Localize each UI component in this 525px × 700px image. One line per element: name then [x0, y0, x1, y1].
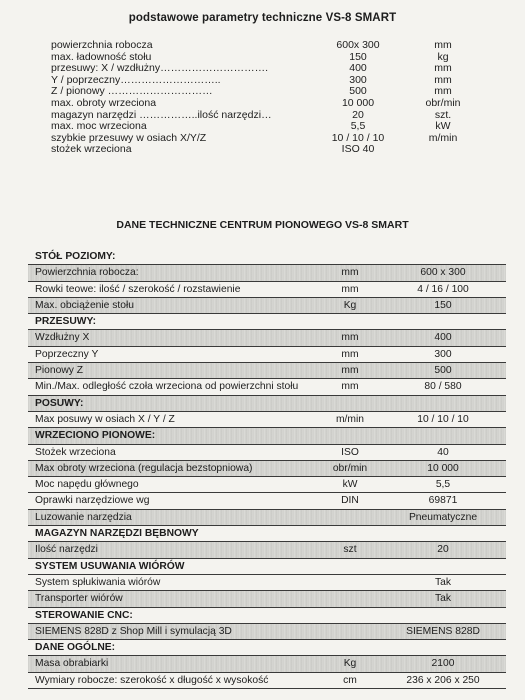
- row-label: SYSTEM USUWANIA WIÓRÓW: [35, 560, 185, 572]
- spec-row: [51, 40, 491, 52]
- row-label: Max. obciążenie stołu: [35, 299, 135, 311]
- row-unit: mm: [341, 348, 359, 360]
- spec-row: [51, 144, 491, 156]
- table-row: [28, 477, 506, 493]
- row-label: Oprawki narzędziowe wg: [35, 495, 150, 507]
- table-row: [28, 656, 506, 672]
- table-row: [28, 347, 506, 363]
- row-unit: mm: [341, 381, 359, 393]
- row-label: Poprzeczny Y: [35, 348, 99, 360]
- spec-unit: obr/min: [425, 96, 461, 109]
- row-unit: ISO: [341, 446, 359, 458]
- document-title-top: podstawowe parametry techniczne VS-8 SMART: [128, 12, 397, 24]
- spec-value: 500: [349, 85, 367, 98]
- table-row: [28, 445, 506, 461]
- spec-row: [51, 121, 491, 133]
- spec-row: [51, 98, 491, 110]
- row-unit: mm: [341, 283, 359, 295]
- table-section-header: [28, 249, 506, 265]
- row-unit: kW: [342, 479, 358, 491]
- spec-value: 20: [352, 108, 364, 121]
- table-row: [28, 282, 506, 298]
- table-section-header: [28, 608, 506, 624]
- spec-value: 150: [349, 50, 367, 63]
- table-row: [28, 510, 506, 526]
- row-label: Max obroty wrzeciona (regulacja bezstopniowa): [35, 462, 253, 474]
- row-label: Min./Max. odległość czoła wrzeciona od powierzchni stołu: [35, 381, 299, 393]
- row-unit: mm: [341, 365, 359, 377]
- spec-value: 5,5: [350, 120, 366, 133]
- spec-value: 600x 300: [336, 39, 380, 51]
- row-unit: obr/min: [332, 462, 368, 474]
- spec-unit: m/min: [428, 131, 458, 144]
- table-row: [28, 624, 506, 640]
- row-value: 80 / 580: [424, 381, 462, 393]
- spec-label: powierzchnia robocza: [51, 39, 153, 51]
- row-label: Pionowy Z: [35, 365, 84, 377]
- row-unit: Kg: [343, 299, 357, 311]
- spec-value: 10 / 10 / 10: [331, 131, 385, 144]
- table-row: [28, 673, 506, 689]
- row-divider: [28, 688, 506, 689]
- table-row: [28, 379, 506, 395]
- row-unit: Kg: [343, 658, 357, 670]
- spec-value: 400: [349, 62, 367, 75]
- row-unit: mm: [341, 332, 359, 344]
- row-unit: m/min: [335, 413, 365, 425]
- spec-unit: mm: [434, 73, 452, 86]
- table-row: [28, 363, 506, 379]
- row-value: 500: [434, 365, 452, 377]
- row-unit: DIN: [341, 495, 359, 507]
- row-label: Wzdłużny X: [35, 332, 90, 344]
- basic-parameters-list: [51, 40, 491, 156]
- row-value: 300: [434, 348, 452, 360]
- row-value: 69871: [428, 495, 458, 507]
- spec-unit: kW: [435, 120, 451, 133]
- row-label: PRZESUWY:: [35, 316, 97, 328]
- row-label: DANE OGÓLNE:: [35, 642, 116, 654]
- spec-unit: mm: [434, 39, 452, 51]
- row-value: 400: [434, 332, 452, 344]
- row-label: Wymiary robocze: szerokość x długość x wysokość: [35, 674, 269, 686]
- technical-data-table: [28, 249, 506, 689]
- row-value: 150: [434, 299, 452, 311]
- table-section-header: [28, 640, 506, 656]
- table-row: [28, 298, 506, 314]
- table-row: [28, 330, 506, 346]
- row-label: STÓŁ POZIOMY:: [35, 251, 116, 262]
- spec-label: max. ładowność stołu: [51, 50, 152, 63]
- table-row: [28, 575, 506, 591]
- row-label: Moc napędu głównego: [35, 479, 139, 491]
- row-value: 40: [437, 446, 449, 458]
- table-section-header: [28, 428, 506, 444]
- table-row: [28, 461, 506, 477]
- row-label: Ilość narzędzi: [35, 544, 98, 556]
- row-label: POSUWY:: [35, 397, 84, 409]
- spec-label: magazyn narzędzi ……………..ilość narzędzi…: [51, 108, 272, 121]
- row-value: SIEMENS 828D: [406, 625, 480, 637]
- table-section-header: [28, 526, 506, 542]
- spec-value: 10 000: [341, 96, 375, 109]
- spec-value: ISO 40: [341, 143, 375, 156]
- table-section-header: [28, 314, 506, 330]
- row-unit: szt: [343, 544, 357, 556]
- spec-unit: mm: [434, 85, 452, 98]
- table-row: [28, 412, 506, 428]
- row-label: Rowki teowe: ilość / szerokość / rozstawienie: [35, 283, 241, 295]
- spec-unit: szt.: [434, 108, 452, 121]
- row-label: STEROWANIE CNC:: [35, 609, 133, 621]
- row-value: 2100: [431, 658, 455, 670]
- spec-unit: mm: [434, 62, 452, 75]
- spec-unit: kg: [437, 50, 449, 63]
- row-value: 10 000: [427, 462, 459, 474]
- spec-label: przesuwy: X / wzdłużny………………………….: [51, 62, 269, 75]
- table-section-header: [28, 396, 506, 412]
- row-value: 600 x 300: [420, 267, 466, 279]
- row-label: Masa obrabiarki: [35, 658, 109, 670]
- row-label: SIEMENS 828D z Shop Mill i symulacją 3D: [35, 625, 232, 637]
- spec-label: max. obroty wrzeciona: [51, 96, 157, 109]
- row-value: Tak: [434, 593, 452, 605]
- spec-label: stożek wrzeciona: [51, 143, 132, 156]
- row-label: WRZECIONO PIONOWE:: [35, 430, 156, 442]
- table-row: [28, 265, 506, 281]
- row-label: Transporter wiórów: [35, 593, 123, 605]
- row-value: 5,5: [435, 479, 451, 491]
- row-value: 236 x 206 x 250: [406, 674, 480, 686]
- spec-label: szybkie przesuwy w osiach X/Y/Z: [51, 131, 207, 144]
- row-value: 4 / 16 / 100: [417, 283, 469, 295]
- row-value: Tak: [434, 576, 452, 588]
- row-value: 10 / 10 / 10: [417, 413, 469, 425]
- spec-value: 300: [349, 73, 367, 86]
- row-label: Stożek wrzeciona: [35, 446, 116, 458]
- spec-label: Z / pionowy …………………………: [51, 85, 213, 98]
- table-section-header: [28, 559, 506, 575]
- row-label: Max posuwy w osiach X / Y / Z: [35, 413, 175, 425]
- row-label: Powierzchnia robocza:: [35, 267, 139, 279]
- table-row: [28, 493, 506, 509]
- spec-label: max. moc wrzeciona: [51, 120, 147, 133]
- spec-label: Y / poprzeczny………………………..: [51, 73, 221, 86]
- table-row: [28, 542, 506, 558]
- row-unit: mm: [341, 267, 359, 279]
- row-label: System spłukiwania wiórów: [35, 576, 161, 588]
- row-unit: cm: [343, 674, 357, 686]
- row-value: 20: [437, 544, 449, 556]
- row-value: Pneumatyczne: [408, 511, 478, 523]
- row-label: MAGAZYN NARZĘDZI BĘBNOWY: [35, 528, 199, 540]
- table-row: [28, 591, 506, 607]
- document-title-main: DANE TECHNICZNE CENTRUM PIONOWEGO VS-8 SMART: [116, 219, 409, 231]
- row-label: Luzowanie narzędzia: [35, 511, 132, 523]
